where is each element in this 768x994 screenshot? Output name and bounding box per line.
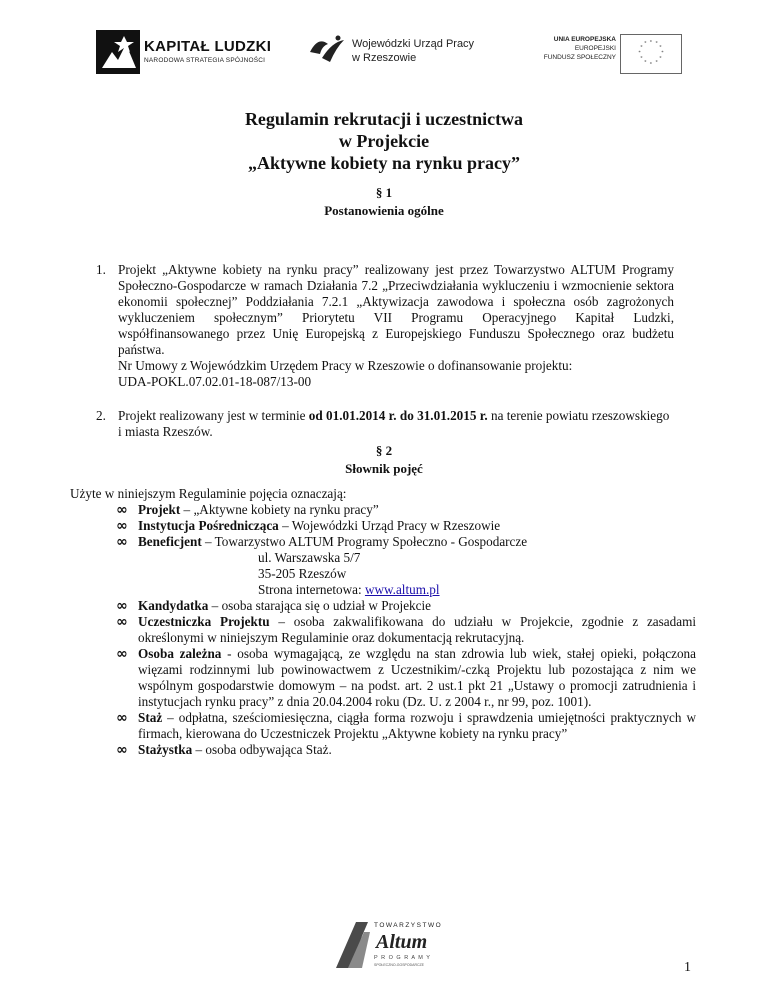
item-text (118, 408, 674, 440)
kapital-ludzki-title: KAPITAŁ LUDZKI (144, 38, 272, 55)
item-2-text-a: Projekt realizowany jest w terminie (118, 408, 309, 423)
definition-desc: – Wojewódzki Urząd Pracy w Rzeszowie (278, 518, 501, 533)
wup-name (352, 37, 474, 65)
wup-logo (308, 32, 483, 76)
infinity-bullet-icon: ∞ (116, 710, 128, 726)
kapital-ludzki-mark-icon (96, 30, 140, 74)
eu-logo (538, 32, 688, 80)
document-title (0, 108, 768, 174)
wup-bird-icon (308, 32, 348, 66)
definition-desc: - osoba wymagającą, ze względu na stan zdrowia lub wiek, stałej opieki, połączona więzami rodzinnymi lub powinowactwem z Uczestnikim/-czką Projektu lub pozostająca z nim we wspólnym gospodarstwie domowym – na podst. art. 2 ust.1 pkt 21 „Ustawy o promocji zatrudnienia i instytucjach rynku pracy” z dnia 20.04.2004 roku (Dz. U. z 2004 r., nr 99, poz. 1001). (138, 646, 696, 709)
section-2-sign: § 2 (375, 443, 393, 458)
wup-line-1: Wojewódzki Urząd Pracy (352, 38, 475, 50)
item-number: 1. (96, 262, 106, 277)
svg-text:*: * (649, 62, 653, 68)
definition-text (138, 646, 696, 710)
item-number: 2. (96, 408, 106, 423)
eu-line-1: UNIA EUROPEJSKA (553, 36, 616, 43)
definition-text (138, 598, 696, 614)
definition-text (138, 742, 696, 758)
infinity-bullet-icon: ∞ (116, 742, 128, 758)
definition-term: Stażystka (138, 742, 193, 757)
item-2-text-b: na terenie powiatu rzeszowskiego i miasta Rzeszów. (118, 408, 670, 439)
eu-text (544, 35, 616, 62)
title-line-1: Regulamin rekrutacji i uczestnictwa (244, 109, 524, 129)
definition-text (138, 518, 696, 534)
definition-term: Osoba zależna (138, 646, 222, 661)
svg-text:*: * (659, 45, 662, 51)
svg-text:*: * (640, 45, 643, 51)
infinity-bullet-icon: ∞ (116, 598, 128, 614)
eu-flag-icon (620, 34, 682, 74)
definition-term: Staż (138, 710, 163, 725)
beneficiary-web (138, 582, 696, 598)
definition-text (138, 614, 696, 646)
infinity-bullet-icon: ∞ (116, 646, 128, 662)
kapital-ludzki-subtitle: NARODOWA STRATEGIA SPÓJNOŚCI (144, 57, 266, 64)
definition-item (116, 742, 696, 758)
definition-term: Beneficjent (138, 534, 202, 549)
definition-text (138, 502, 696, 518)
definition-term: Projekt (138, 502, 181, 517)
svg-text:*: * (649, 40, 653, 46)
contract-line: Nr Umowy z Wojewódzkim Urzędem Pracy w Rzeszowie o dofinansowanie projektu: (118, 358, 573, 373)
svg-text:*: * (644, 41, 647, 47)
altum-logo (334, 918, 454, 970)
definition-term: Uczestniczka Projektu (138, 614, 270, 629)
kapital-ludzki-logo (96, 30, 286, 80)
altum-logo-bottom: P R O G R A M Y (374, 955, 431, 961)
altum-logo-tag: SPOŁECZNO-GOSPODARCZE (374, 963, 424, 967)
section-1-heading: Postanowienia ogólne (324, 203, 444, 218)
definition-item (116, 598, 696, 614)
title-line-2: w Projekcie (338, 131, 430, 151)
section-2-intro: Użyte w niniejszym Regulaminie pojęcia oznaczają: (70, 486, 347, 501)
item-1-text: Projekt „Aktywne kobiety na rynku pracy” realizowany jest przez Towarzystwo ALTUM Programy Społeczno-Gospodarcze w ramach Działania 7.2 „Przeciwdziałania wykluczeniu i wzmocnienie sektora ekonomii społecznej” Poddziałania 7.2.1 „Aktywizacja zawodowa i społeczna osób zagrożonych wykluczeniem społecznym” Priorytetu VII Programu Operacyjnego Kapitał Ludzki, współfinansowanego przez Unię Europejską z Europejskiego Funduszu Społecznego oraz budżetu państwa. (118, 262, 674, 357)
infinity-bullet-icon: ∞ (116, 518, 128, 534)
definition-term: Instytucja Pośrednicząca (138, 518, 279, 533)
definition-item (116, 614, 696, 646)
item-text (118, 262, 674, 390)
infinity-bullet-icon: ∞ (116, 614, 128, 630)
title-line-3: „Aktywne kobiety na rynku pracy” (247, 153, 521, 173)
definition-desc: – „Aktywne kobiety na rynku pracy” (180, 502, 379, 517)
header-logos (0, 20, 768, 80)
definitions-list (116, 502, 696, 758)
beneficiary-street: ul. Warszawska 5/7 (258, 550, 361, 565)
web-label: Strona internetowa: (258, 582, 365, 597)
list-item (96, 262, 674, 390)
item-2-dates: od 01.01.2014 r. do 31.01.2015 r. (308, 408, 488, 423)
altum-logo-name: Altum (376, 931, 428, 953)
page-number: 1 (684, 960, 691, 975)
definition-text (138, 534, 696, 598)
definition-desc: – osoba starająca się o udział w Projekcie (208, 598, 432, 613)
svg-text:*: * (640, 56, 643, 62)
svg-text:*: * (661, 51, 664, 56)
svg-text:*: * (655, 41, 658, 47)
section-2-heading: Słownik pojęć (345, 461, 423, 476)
infinity-bullet-icon: ∞ (116, 534, 128, 550)
web-link[interactable]: www.altum.pl (364, 582, 440, 597)
eu-line-3: FUNDUSZ SPOŁECZNY (543, 54, 616, 61)
altum-logo-top: TOWARZYSTWO (374, 922, 443, 929)
beneficiary-city: 35-205 Rzeszów (258, 566, 347, 581)
contract-number: UDA-POKL.07.02.01-18-087/13-00 (118, 374, 312, 389)
svg-text:*: * (655, 60, 658, 66)
wup-line-2: w Rzeszowie (352, 52, 417, 64)
svg-text:*: * (644, 60, 647, 66)
eu-line-2: EUROPEJSKI (574, 45, 616, 52)
definition-item (116, 710, 696, 742)
definition-term: Kandydatka (138, 598, 209, 613)
definition-desc: – odpłatna, sześciomiesięczna, ciągła forma rozwoju i sprawdzenia umiejętności praktycznych w firmach, kierowana do Uczestniczek Projektu „Aktywne kobiety na rynku pracy” (138, 710, 696, 741)
section-1-list (96, 262, 674, 440)
definition-item (116, 534, 696, 598)
definition-desc: – osoba zakwalifikowana do udziału w Projekcie, zgodnie z zasadami określonymi w niniejszym Regulaminie oraz dokumentacją rekrutacyjną. (138, 614, 697, 645)
definition-item (116, 502, 696, 518)
definition-item (116, 646, 696, 710)
section-1-sign: § 1 (375, 185, 393, 200)
definition-desc: – osoba odbywająca Staż. (192, 742, 332, 757)
svg-text:*: * (659, 56, 662, 62)
definition-item (116, 518, 696, 534)
svg-text:*: * (638, 51, 641, 56)
definition-text (138, 710, 696, 742)
definition-desc: – Towarzystwo ALTUM Programy Społeczno - Gospodarcze (201, 534, 528, 549)
list-item (96, 408, 674, 440)
infinity-bullet-icon: ∞ (116, 502, 128, 518)
